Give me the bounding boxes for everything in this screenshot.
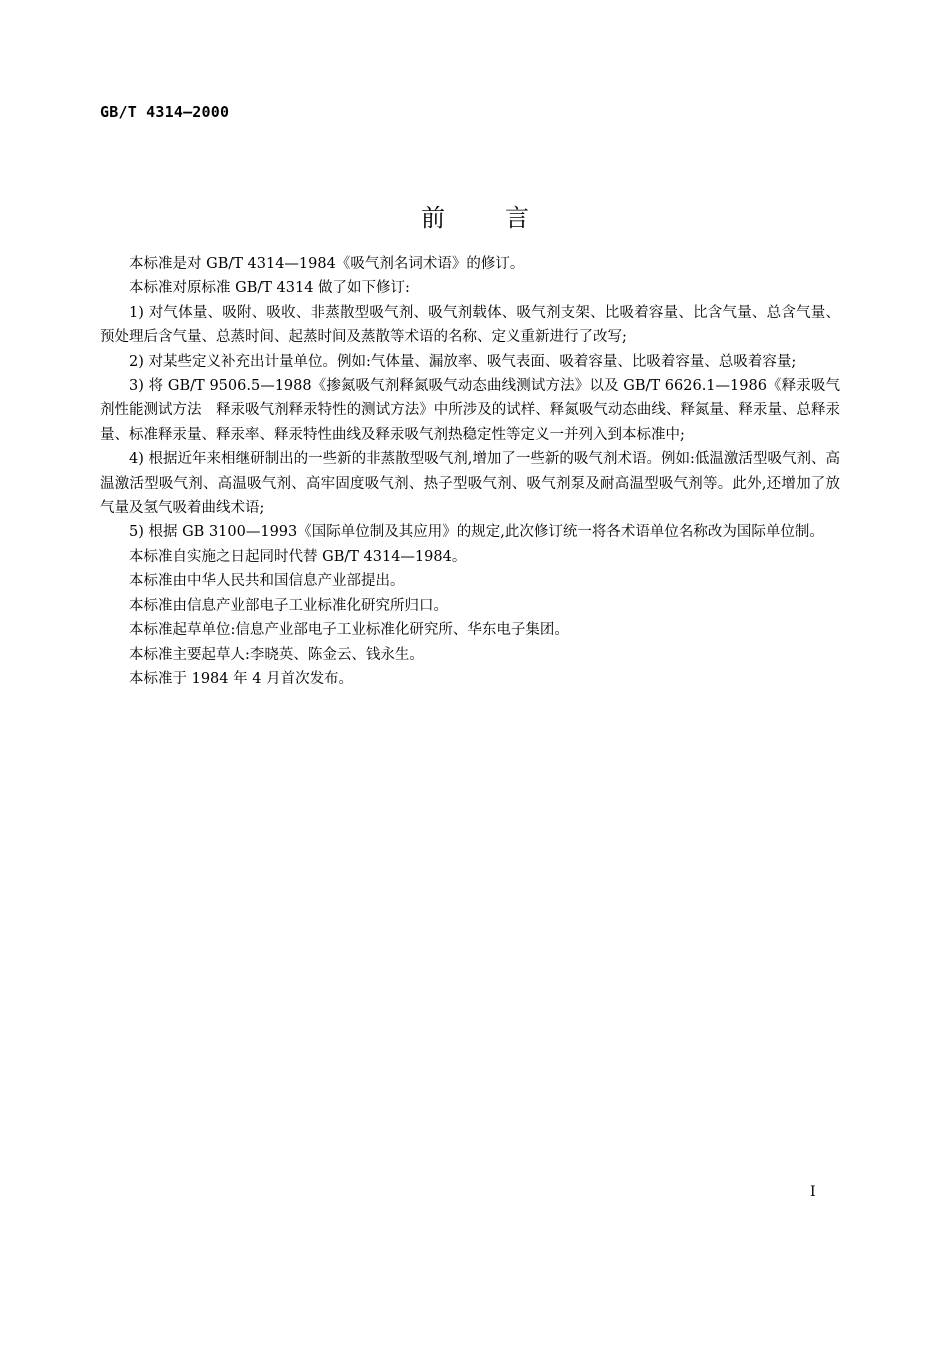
paragraph: 本标准主要起草人:李晓英、陈金云、钱永生。 bbox=[129, 646, 424, 663]
paragraph: 3) 将 GB/T 9506.5—1988《掺氮吸气剂释氮吸气动态曲线测试方法》以及 GB/T 6626.1—1986《释汞吸气剂性能测试方法 释汞吸气剂释汞特性的测试方法》中所涉及的试样、释氮吸气动态曲线、释氮量、释汞量、总释汞量、标准释汞量、释汞率、释汞特性曲线及释汞吸气剂热稳定性等定义一并列入到本标准中; bbox=[100, 378, 840, 443]
standard-number-header: GB/T 4314—2000 bbox=[100, 103, 230, 121]
paragraph: 本标准由中华人民共和国信息产业部提出。 bbox=[129, 573, 405, 590]
paragraph: 本标准是对 GB/T 4314—1984《吸气剂名词术语》的修订。 bbox=[129, 256, 525, 272]
paragraph: 本标准自实施之日起同时代替 GB/T 4314—1984。 bbox=[129, 548, 467, 565]
paragraph: 5) 根据 GB 3100—1993《国际单位制及其应用》的规定,此次修订统一将各术语单位名称改为国际单位制。 bbox=[129, 524, 824, 541]
paragraph: 本标准起草单位:信息产业部电子工业标准化研究所、华东电子集团。 bbox=[129, 622, 569, 639]
paragraph: 1) 对气体量、吸附、吸收、非蒸散型吸气剂、吸气剂载体、吸气剂支架、比吸着容量、比含气量、总含气量、预处理后含气量、总蒸时间、起蒸时间及蒸散等术语的名称、定义重新进行了改写; bbox=[100, 304, 840, 346]
paragraph: 本标准由信息产业部电子工业标准化研究所归口。 bbox=[129, 597, 448, 614]
page-title: 前言 bbox=[421, 204, 589, 232]
paragraph: 本标准对原标准 GB/T 4314 做了如下修订: bbox=[129, 280, 410, 297]
page-number: I bbox=[810, 1184, 816, 1200]
paragraph: 4) 根据近年来相继研制出的一些新的非蒸散型吸气剂,增加了一些新的吸气剂术语。例如:低温激活型吸气剂、高温激活型吸气剂、高温吸气剂、高牢固度吸气剂、热子型吸气剂、吸气剂泵及耐高温型吸气剂等。此外,还增加了放气量及氢气吸着曲线术语; bbox=[100, 451, 840, 517]
paragraph: 本标准于 1984 年 4 月首次发布。 bbox=[129, 670, 354, 687]
paragraph: 2) 对某些定义补充出计量单位。例如:气体量、漏放率、吸气表面、吸着容量、比吸着容量、总吸着容量; bbox=[129, 353, 797, 370]
foreword-body bbox=[100, 252, 840, 691]
